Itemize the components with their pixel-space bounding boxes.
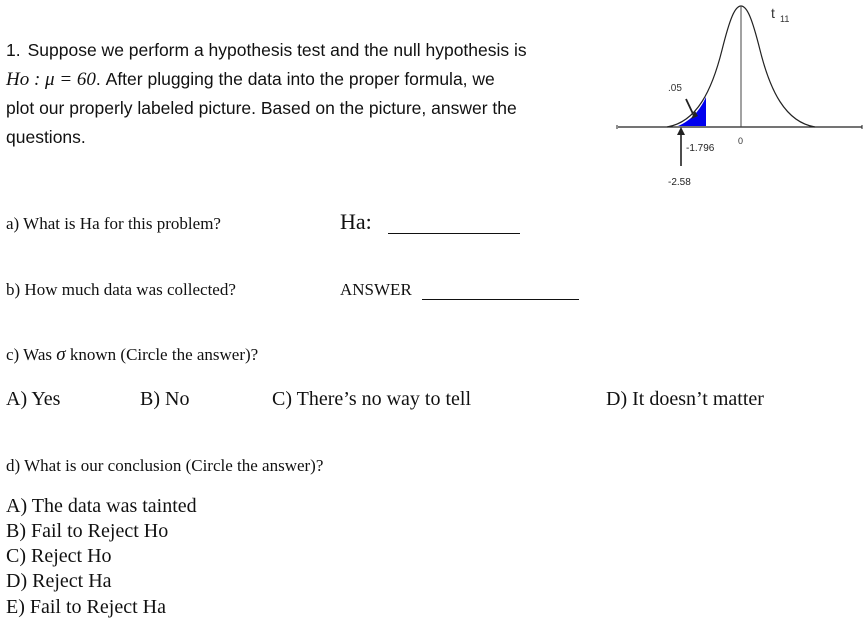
q1-line-1 — [6, 36, 581, 65]
part-b-answer-label: ANSWER — [340, 280, 412, 299]
t-distribution-figure — [612, 0, 867, 200]
q1-line-2 — [6, 65, 581, 94]
center-label: 0 — [738, 136, 744, 146]
q1-text-3: plot our properly labeled picture. Based on the picture, answer the — [6, 98, 517, 118]
part-c-suffix: known (Circle the answer)? — [69, 345, 259, 364]
part-d-question: d) What is our conclusion (Circle the answer)? — [6, 456, 324, 475]
part-d-choice-d[interactable]: D) Reject Ha — [6, 570, 112, 592]
part-c-choice-b[interactable]: B) No — [140, 388, 190, 410]
q1-number: 1. — [6, 40, 21, 60]
part-d-choice-a[interactable]: A) The data was tainted — [6, 495, 197, 517]
part-d-choice-c[interactable]: C) Reject Ho — [6, 545, 112, 567]
test-statistic-label: -2.58 — [668, 177, 691, 188]
dist-label: t — [771, 5, 775, 21]
alpha-label: .05 — [668, 83, 682, 94]
part-c-question — [6, 344, 258, 366]
q1-text-4: questions. — [6, 127, 86, 147]
sigma-symbol: σ — [56, 344, 66, 365]
part-d-choice-e[interactable]: E) Fail to Reject Ha — [6, 596, 166, 618]
critical-value-label: -1.796 — [686, 143, 715, 154]
part-b-question: b) How much data was collected? — [6, 280, 236, 299]
null-hypothesis: Ho : μ = 60 — [6, 69, 96, 90]
part-d-choice-b[interactable]: B) Fail to Reject Ho — [6, 520, 169, 542]
q1-text-2: . After plugging the data into the proper formula, we — [95, 69, 495, 89]
part-a-answer-label: Ha: — [340, 209, 372, 234]
part-b-answer-blank[interactable] — [422, 282, 579, 300]
part-c-choice-c[interactable]: C) There’s no way to tell — [272, 388, 472, 410]
question-1 — [6, 36, 581, 152]
alpha-arrow — [686, 99, 694, 116]
part-c-choice-d[interactable]: D) It doesn’t matter — [606, 388, 764, 410]
part-a-answer-blank[interactable] — [388, 215, 520, 234]
test-stat-arrowhead — [677, 127, 685, 135]
part-c-prefix: c) Was — [6, 345, 52, 364]
dist-df: 11 — [780, 14, 790, 24]
part-a-question: a) What is Ha for this problem? — [6, 214, 221, 233]
q1-text-1: Suppose we perform a hypothesis test and the null hypothesis is — [27, 40, 527, 60]
part-c-choice-a[interactable]: A) Yes — [6, 388, 61, 410]
